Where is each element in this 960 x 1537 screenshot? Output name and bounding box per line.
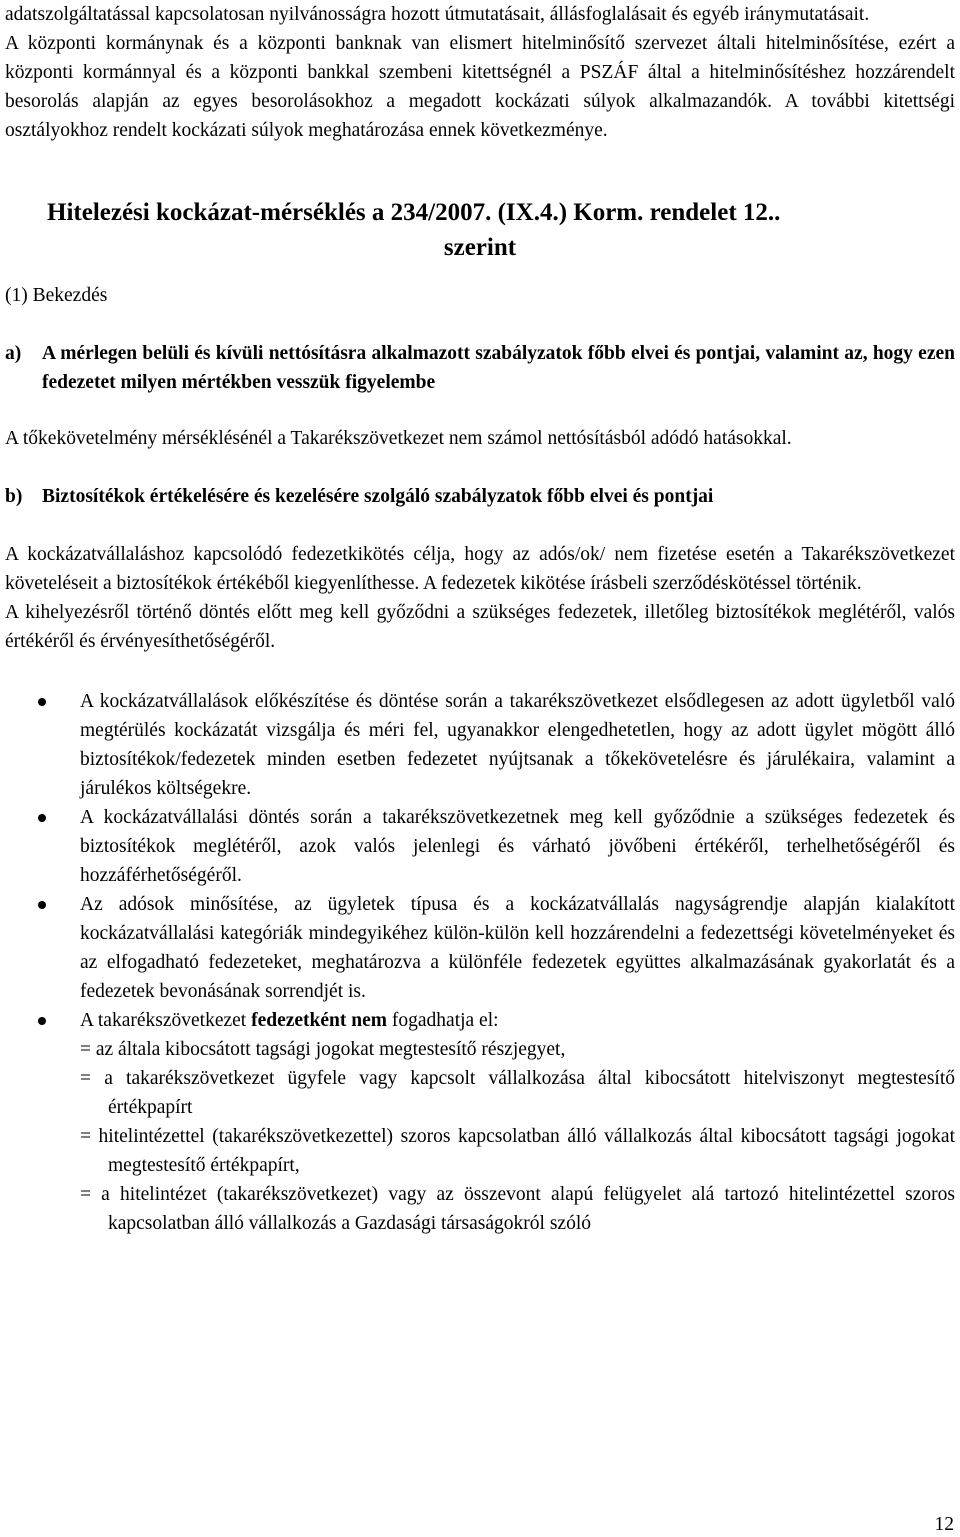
list-item xyxy=(5,890,955,1006)
bullet-icon xyxy=(38,814,46,822)
bullet-text-bold: fedezetként nem xyxy=(251,1010,388,1031)
bullet-text: A kockázatvállalások előkészítése és döntése során a takarékszövetkezet elsődlegesen az adott ügyletből való megtérülés kockázatát vizsgálja és méri fel, ugyanakkor elengedhetetlen, hogy az adott ügylet mögött álló biztosítékok/fedezetek minden esetben fedezetet nyújtsanak a tőkekövetelésre és járulékaira, valamint a járulékos költségekre. xyxy=(80,691,955,799)
excluded-item: = a hitelintézet (takarékszövetkezet) vagy az összevont alapú felügyelet alá tartozó hitelintézettel szoros kapcsolatban álló vállalkozás a Gazdasági társaságokról szóló xyxy=(80,1184,955,1234)
bullet-text: A kockázatvállalási döntés során a takarékszövetkezetnek meg kell győződnie a szükséges fedezetek és biztosítékok meglétéről, azok valós jelenlegi és várható jövőbeni értékéről, terhelhetőségéről és hozzáférhetőségéről. xyxy=(80,807,955,886)
item-a-heading-text: A mérlegen belüli és kívüli nettósításra alkalmazott szabályzatok főbb elvei és pontjai, valamint az, hogy ezen fedezetet milyen mértékben vesszük figyelembe xyxy=(42,343,955,393)
bullet-text: Az adósok minősítése, az ügyletek típusa és a kockázatvállalás nagyságrendje alapján kialakított kockázatvállalási kategóriák mindegyikéhez külön-külön kell hozzárendelni a fedezettségi követelményeket és az elfogadható fedezeteket, meghatározva a különféle fedezetek együttes alkalmazásának gyakorlatát és a fedezetek bevonásának sorrendjét is. xyxy=(80,894,955,1002)
section-title-cont: szerint xyxy=(443,234,517,261)
list-item xyxy=(5,1006,955,1238)
excluded-item: = az általa kibocsátott tagsági jogokat megtestesítő részjegyet, xyxy=(80,1039,566,1060)
list-item xyxy=(5,687,955,803)
item-b-body-1: A kockázatvállaláshoz kapcsolódó fedezetkikötés célja, hogy az adós/ok/ nem fizetése esetén a Takarékszövetkezet követeléseit a biztosítékok értékéből kiegyenlíthesse. A fedezetek kikötése írásbeli szerződéskötéssel történik. xyxy=(5,544,955,594)
item-b-label: b) xyxy=(5,486,23,507)
paragraph-label: (1) Bekezdés xyxy=(5,285,108,306)
item-a-label: a) xyxy=(5,343,22,364)
bullet-text-post: fogadhatja el: xyxy=(387,1010,499,1031)
item-b-heading xyxy=(5,482,955,511)
item-a-body: A tőkekövetelmény mérséklésénél a Takarékszövetkezet nem számol nettósításból adódó hatásokkal. xyxy=(5,428,792,449)
intro-line: adatszolgáltatással kapcsolatosan nyilvánosságra hozott útmutatásait, állásfoglalásait és egyéb iránymutatásait. xyxy=(5,4,870,25)
excluded-item: = hitelintézettel (takarékszövetkezettel) szoros kapcsolatban álló vállalkozás által kibocsátott tagsági jogokat megtestesítő értékpapírt, xyxy=(80,1126,955,1176)
list-item xyxy=(5,803,955,890)
bullet-list xyxy=(5,687,955,1238)
document-page xyxy=(5,0,955,1238)
intro-paragraph: A központi kormánynak és a központi banknak van elismert hitelminősítő szervezet általi hitelminősítése, ezért a központi kormánnyal és a központi bankkal szembeni kitettségnél a PSZÁF által a hitelminősítéshez hozzárendelt besorolás alapján az egyes besorolásokhoz a megadott kockázati súlyok alkalmazandók. A további kitettségi osztályokhoz rendelt kockázati súlyok meghatározása ennek következménye. xyxy=(5,33,955,141)
section-title: Hitelezési kockázat-mérséklés a 234/2007. (IX.4.) Korm. rendelet 12.. xyxy=(47,199,781,226)
page-number: 12 xyxy=(934,1514,954,1535)
bullet-icon xyxy=(38,698,46,706)
bullet-icon xyxy=(38,901,46,909)
excluded-item: = a takarékszövetkezet ügyfele vagy kapcsolt vállalkozása által kibocsátott hitelviszonyt megtestesítő értékpapírt xyxy=(80,1068,955,1118)
item-a-heading xyxy=(5,339,955,397)
item-b-heading-text: Biztosítékok értékelésére és kezelésére szolgáló szabályzatok főbb elvei és pontjai xyxy=(42,486,714,507)
item-b-body-2: A kihelyezésről történő döntés előtt meg kell győződni a szükséges fedezetek, illetőleg biztosítékok meglétéről, valós értékéről és érvényesíthetőségéről. xyxy=(5,602,955,652)
bullet-text-pre: A takarékszövetkezet xyxy=(80,1010,252,1031)
bullet-icon xyxy=(38,1017,46,1025)
